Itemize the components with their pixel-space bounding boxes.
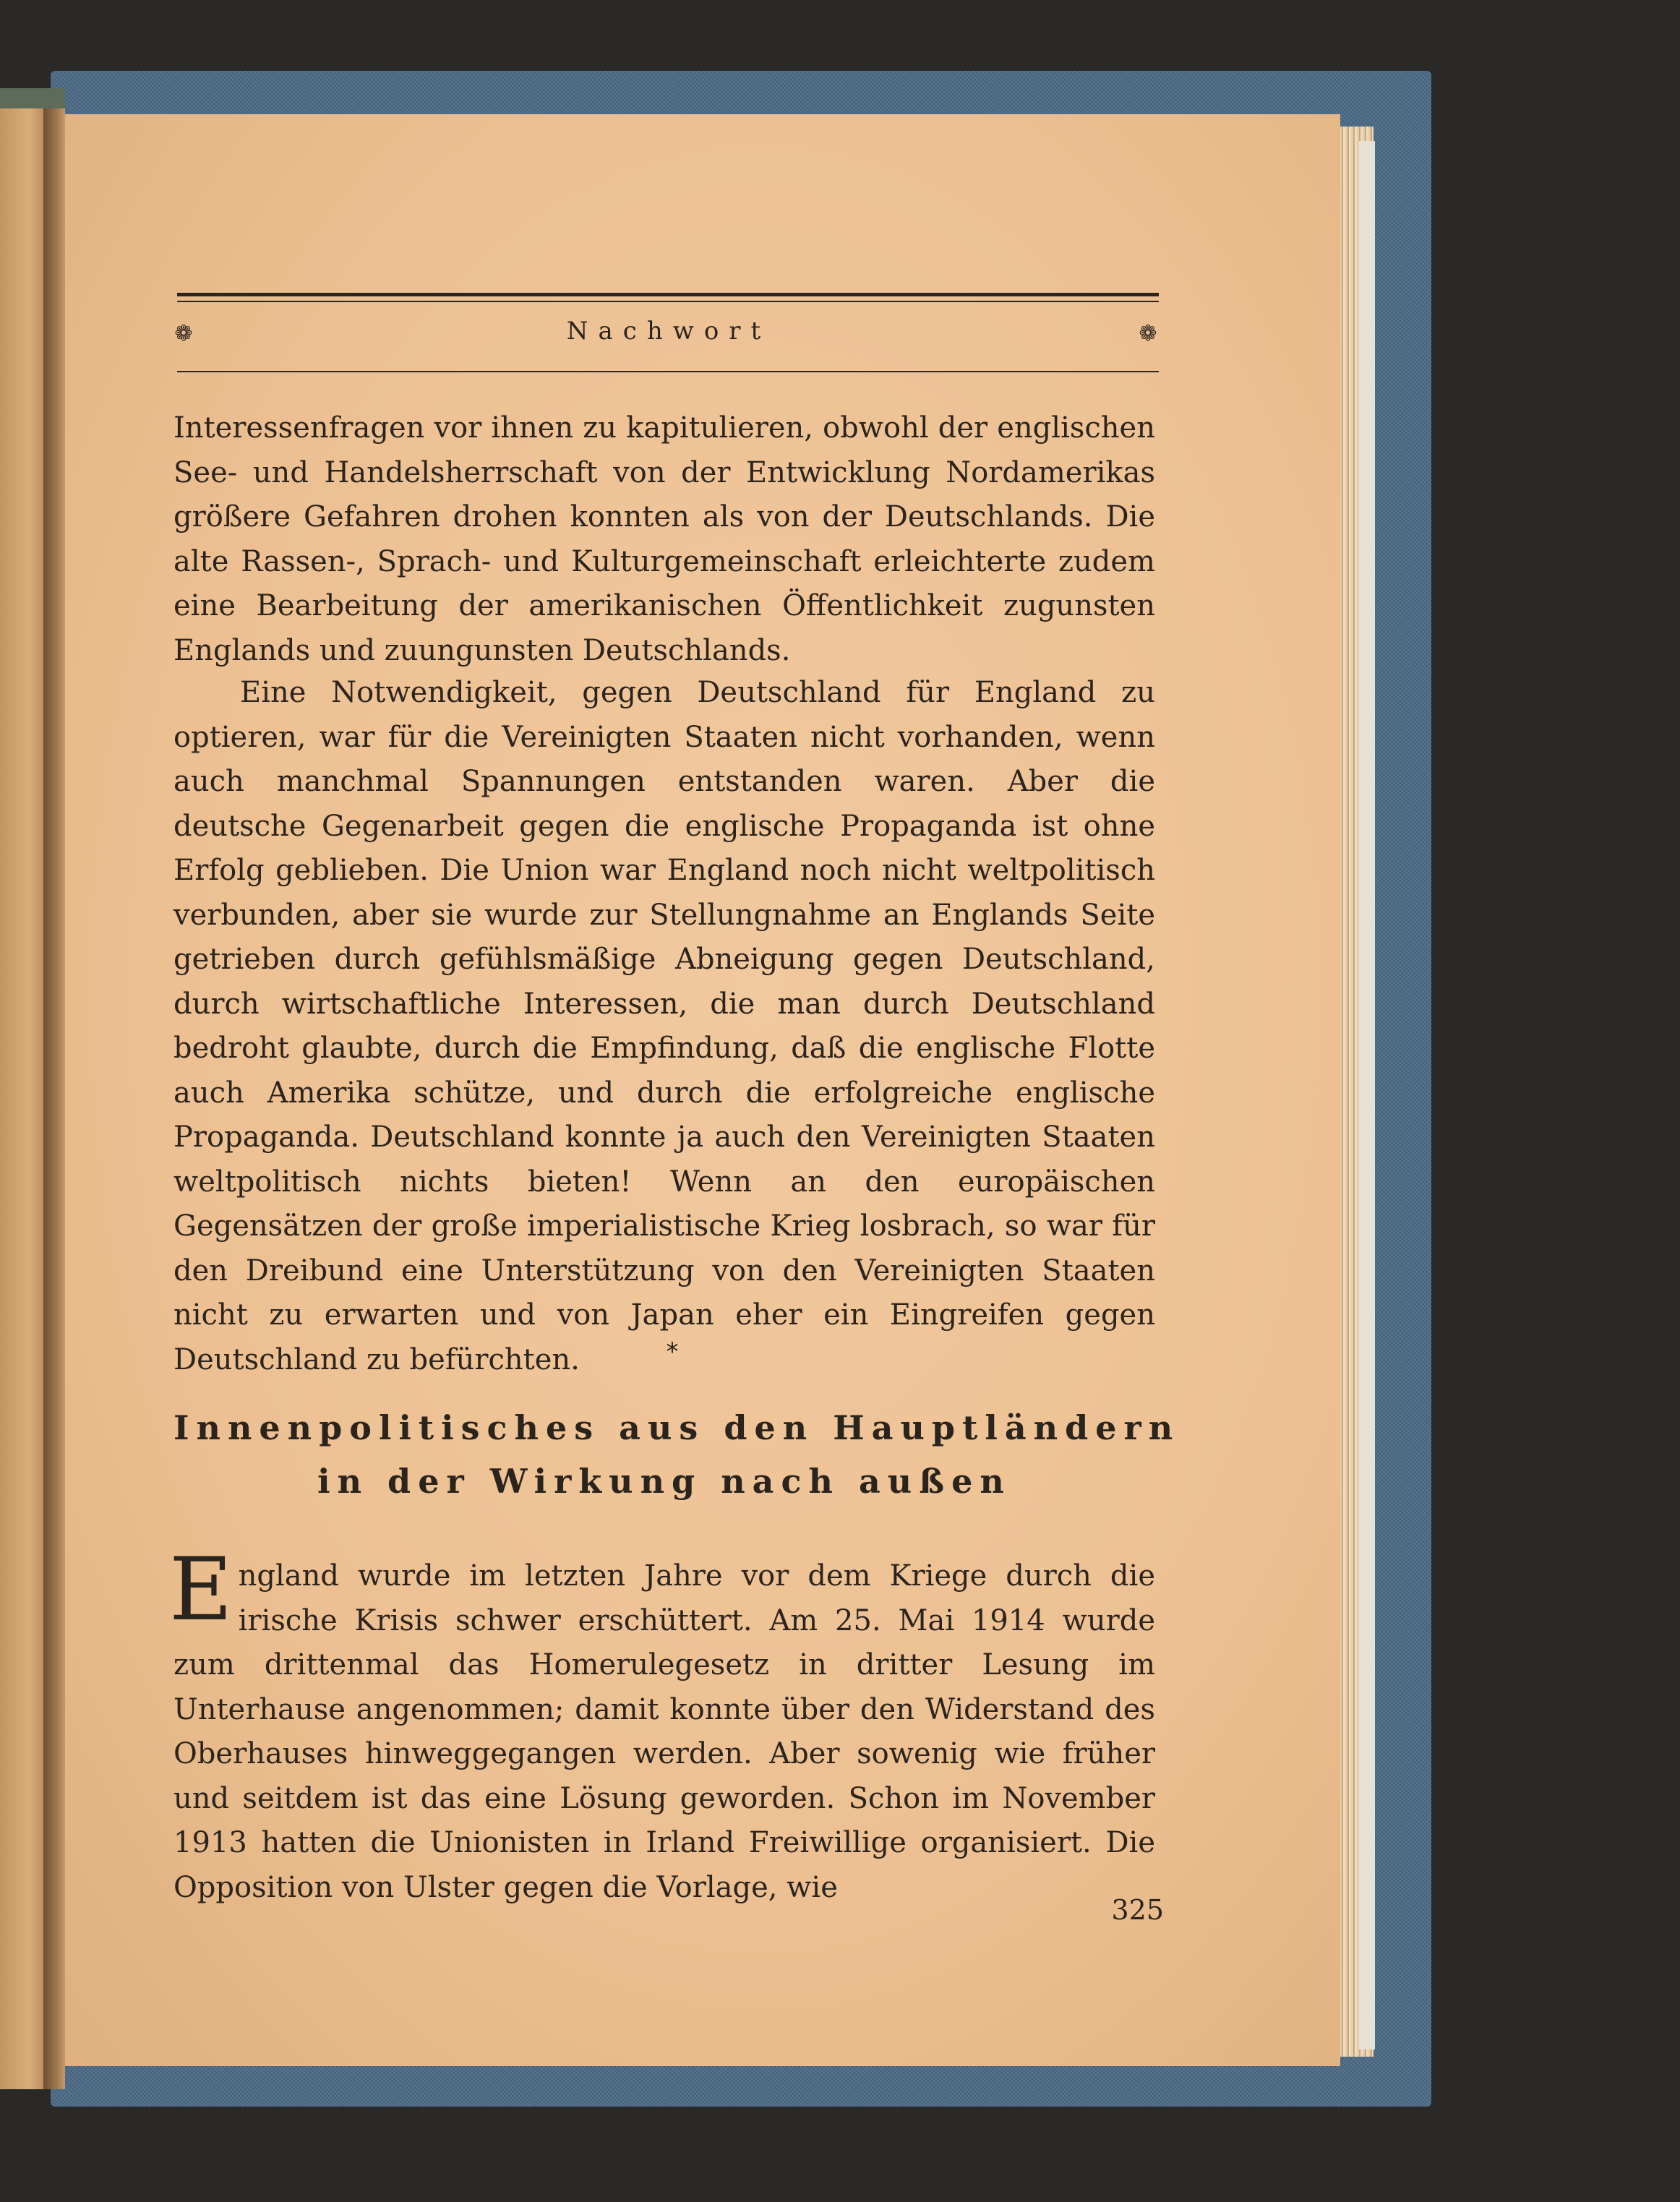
left-ornament-icon: ❁ <box>174 321 193 346</box>
page-number: 325 <box>1111 1894 1164 1926</box>
right-ornament-icon: ❁ <box>1139 321 1157 346</box>
section-title-line-2: in der Wirkung nach außen <box>317 1462 1011 1501</box>
paragraph-england <box>169 1540 1155 1910</box>
section-title-line-1: Innenpolitisches aus den Hauptländern <box>173 1408 1180 1447</box>
header-bottom-rule <box>177 371 1159 372</box>
paragraph-england-text: ngland wurde im letzten Jahre vor dem Kriege durch die irische Krisis schwer erschüttert. Am 25. Mai 1914 wurde zum drittenmal das Homerulegesetz in dritter Lesung im Unterhause angenommen; damit konnte über den Widerstand des Oberhauses hinweggegangen werden. Aber sowenig wie früher und seitdem ist das eine Lösung geworden. Schon im November 1913 hatten die Unionisten in Irland Freiwillige organisiert. Die Opposition von Ulster gegen die Vorlage, wie <box>173 1559 1155 1904</box>
drop-cap: E <box>169 1540 233 1640</box>
page-block-edge <box>1359 141 1375 2049</box>
section-separator-star: * <box>666 1337 679 1366</box>
paragraph-continued: Interessenfragen vor ihnen zu kapitulieren, obwohl der englischen See- und Handelsherrschaft von der Entwicklung Nordamerikas größere Gefahren drohen konnten als von der Deutschlands. Die alte Rassen-, Sprach- und Kulturgemeinschaft erleichterte zudem eine Bearbeitung der amerikanischen Öffentlichkeit zugunsten Englands und zuungunsten Deutschlands. <box>173 411 1155 667</box>
header-rule-thin <box>177 301 1159 302</box>
paragraph-notwendigkeit: Eine Notwendigkeit, gegen Deutschland für England zu optieren, war für die Vereinigten Staaten nicht vorhanden, wenn auch manchmal Spannungen entstanden waren. Aber die deutsche Gegenarbeit gegen die englische Propaganda ist ohne Erfolg geblieben. Die Union war England noch nicht weltpolitisch verbunden, aber sie wurde zur Stellungnahme an Englands Seite getrieben durch gefühlsmäßige Abneigung gegen Deutschland, durch wirtschaftliche Interessen, die man durch Deutschland bedroht glaubte, durch die Empfindung, daß die englische Flotte auch Amerika schütze, und durch die erfolgreiche englische Propaganda. Deutschland konnte ja auch den Vereinigten Staaten weltpolitisch nichts bieten! Wenn an den europäischen Gegensätzen der große imperialistische Krieg losbrach, so war für den Dreibund eine Unterstützung von den Vereinigten Staaten nicht zu erwarten und von Japan eher ein Eingreifen gegen Deutschland zu befürchten. <box>173 676 1155 1376</box>
header-rule <box>177 293 1159 296</box>
running-head: Nachwort <box>566 317 771 346</box>
book-gutter <box>43 108 65 2089</box>
